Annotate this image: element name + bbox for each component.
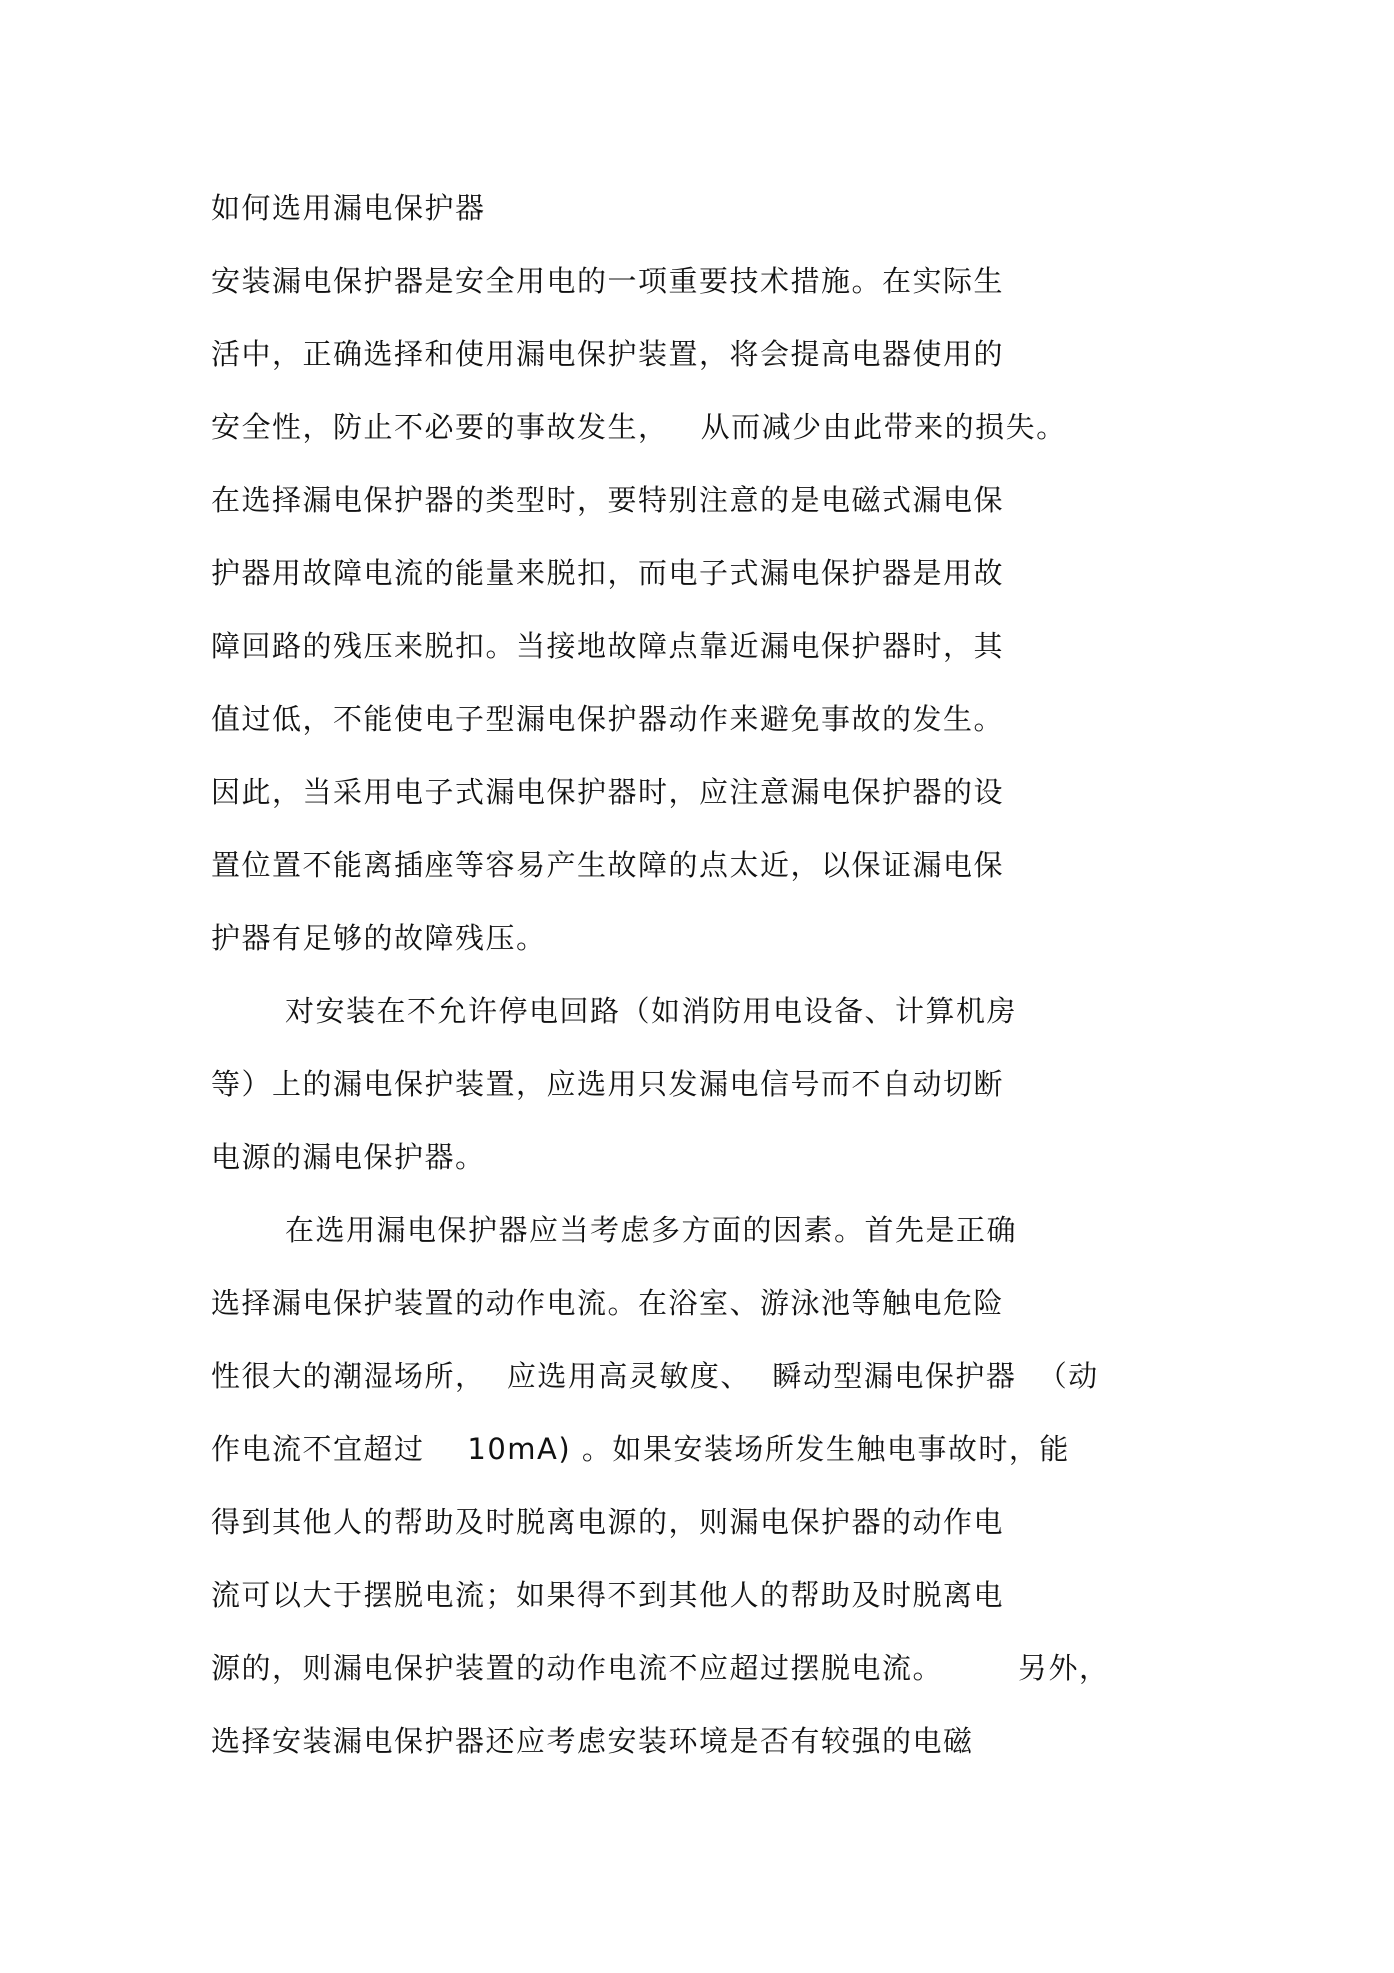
paragraph-line: 性很大的潮湿场所， 应选用高灵敏度、 瞬动型漏电保护器 （动 [211,1359,1099,1393]
paragraph-line: 护器有足够的故障残压。 [211,921,547,955]
paragraph-line: 护器用故障电流的能量来脱扣，而电子式漏电保护器是用故 [211,556,1005,590]
paragraph-line: 流可以大于摆脱电流；如果得不到其他人的帮助及时脱离电 [211,1578,1005,1612]
paragraph-line: 安全性，防止不必要的事故发生， 从而减少由此带来的损失。 [211,410,1067,444]
paragraph-line: 源的，则漏电保护装置的动作电流不应超过摆脱电流。 另外， [211,1651,1110,1685]
paragraph-line: 置位置不能离插座等容易产生故障的点太近，以保证漏电保 [211,848,1005,882]
paragraph-line: 等）上的漏电保护装置，应选用只发漏电信号而不自动切断 [211,1067,1005,1101]
paragraph-line: 值过低，不能使电子型漏电保护器动作来避免事故的发生。 [211,702,1005,736]
document-title: 如何选用漏电保护器 [211,191,486,225]
paragraph-line: 在选用漏电保护器应当考虑多方面的因素。首先是正确 [285,1213,1018,1247]
paragraph-line: 活中，正确选择和使用漏电保护装置，将会提高电器使用的 [211,337,1005,371]
paragraph-line: 选择漏电保护装置的动作电流。在浴室、游泳池等触电危险 [211,1286,1005,1320]
paragraph-line: 得到其他人的帮助及时脱离电源的，则漏电保护器的动作电 [211,1505,1005,1539]
paragraph-line: 在选择漏电保护器的类型时，要特别注意的是电磁式漏电保 [211,483,1005,517]
paragraph-line: 对安装在不允许停电回路（如消防用电设备、计算机房 [285,994,1018,1028]
paragraph-line: 电源的漏电保护器。 [211,1140,486,1174]
paragraph-line: 因此，当采用电子式漏电保护器时，应注意漏电保护器的设 [211,775,1005,809]
paragraph-line: 安装漏电保护器是安全用电的一项重要技术措施。在实际生 [211,264,1005,298]
paragraph-line: 作电流不宜超过 10mA) 。如果安装场所发生触电事故时，能 [211,1432,1070,1466]
paragraph-line: 障回路的残压来脱扣。当接地故障点靠近漏电保护器时，其 [211,629,1005,663]
paragraph-line: 选择安装漏电保护器还应考虑安装环境是否有较强的电磁 [211,1724,974,1758]
